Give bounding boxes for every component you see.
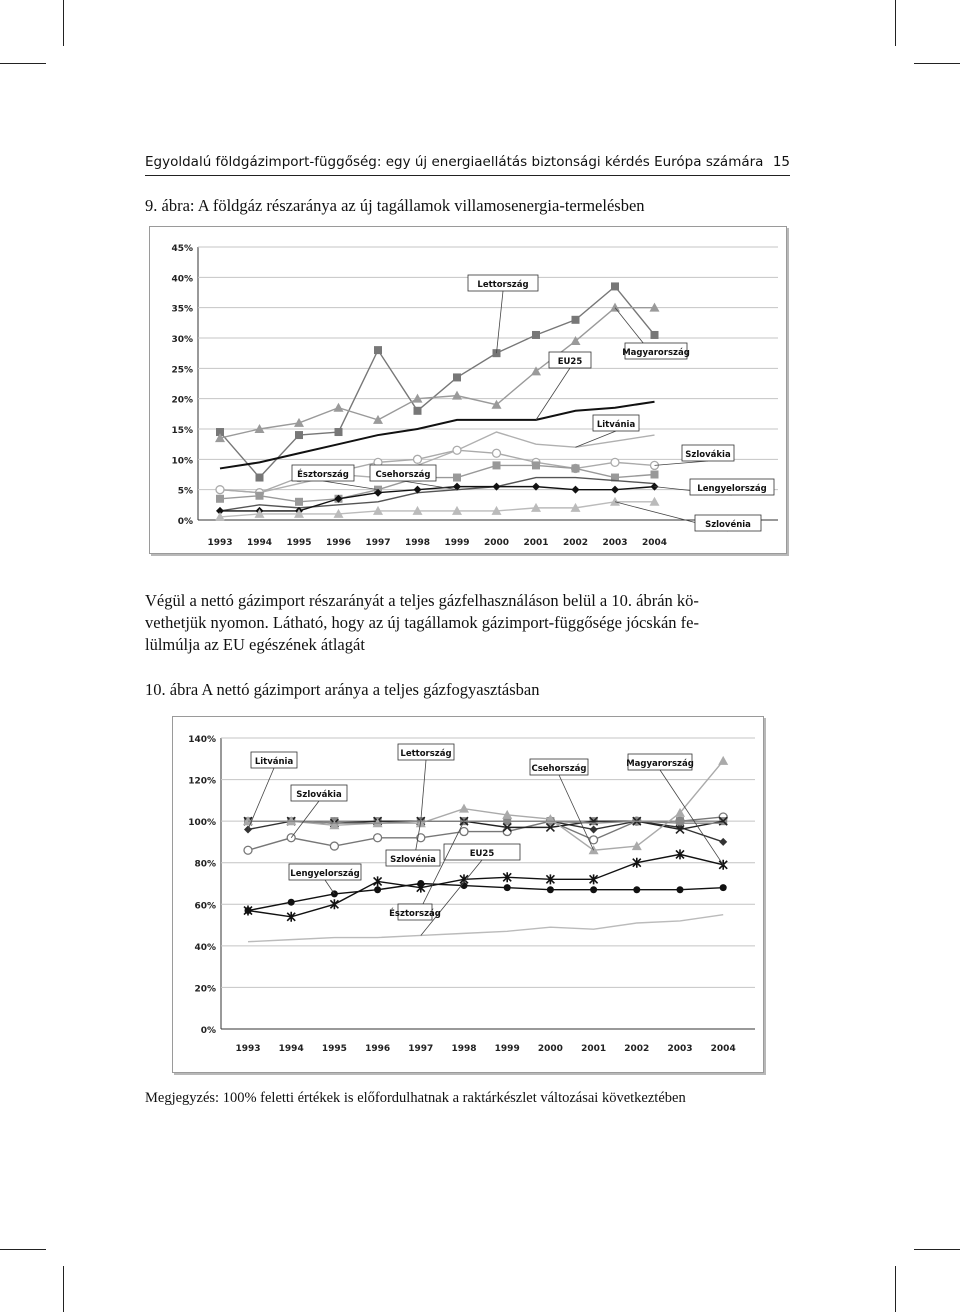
series-label: Észtország — [389, 909, 441, 919]
crop-mark — [914, 63, 960, 64]
data-point — [611, 282, 619, 290]
series-label: Magyarország — [622, 348, 690, 358]
x-tick-label: 2002 — [624, 1044, 650, 1054]
x-tick-label: 1995 — [321, 1044, 347, 1054]
x-tick-label: 2003 — [602, 538, 628, 548]
data-point — [334, 403, 344, 412]
x-tick-label: 1993 — [207, 538, 233, 548]
running-title: Egyoldalú földgázimport-függőség: egy új energiaellátás biztonsági kérdés Európa számára — [145, 154, 764, 170]
crop-mark — [63, 0, 64, 46]
data-point — [590, 886, 597, 893]
series-label: Litvánia — [254, 757, 294, 767]
figure-10-svg — [173, 717, 763, 1072]
x-tick-label: 1998 — [404, 538, 431, 548]
body-paragraph — [145, 590, 790, 656]
x-tick-label: 2001 — [523, 538, 549, 548]
figure-9-svg — [150, 227, 786, 553]
callout-pointer — [421, 860, 482, 935]
data-point — [216, 486, 224, 494]
x-tick-label: 1999 — [494, 1044, 520, 1054]
data-point — [493, 449, 501, 457]
x-tick-label: 2000 — [537, 1044, 563, 1054]
data-point — [335, 428, 343, 436]
y-tick-label: 0% — [177, 517, 193, 527]
data-point — [676, 817, 684, 825]
figure-9-caption: 9. ábra: A földgáz részaránya az új tagállamok villamosenergia-termelésben — [145, 196, 645, 215]
y-tick-label: 25% — [171, 365, 193, 376]
data-point — [719, 838, 727, 846]
y-tick-label: 140% — [188, 735, 216, 745]
crop-mark — [63, 1266, 64, 1312]
data-point — [452, 391, 462, 400]
y-tick-label: 45% — [171, 244, 193, 254]
callout-pointer — [536, 368, 570, 420]
figure-9-chart — [149, 226, 787, 554]
data-point — [295, 498, 303, 506]
paragraph-line: Végül a nettó gázimport részarányát a teljes gázfelhasználáson belül a 10. ábrán kö- — [145, 591, 699, 610]
y-tick-label: 35% — [171, 304, 193, 315]
data-point — [572, 486, 580, 494]
series-label: Csehország — [531, 764, 587, 774]
data-point — [677, 886, 684, 893]
data-point — [256, 474, 264, 482]
data-point — [374, 834, 382, 842]
crop-mark — [895, 0, 896, 46]
series-label: Lengyelország — [697, 484, 767, 494]
data-point — [414, 407, 422, 415]
data-point — [374, 886, 381, 893]
x-tick-label: 2004 — [710, 1044, 736, 1054]
data-point — [718, 756, 728, 765]
callout-pointer — [325, 880, 334, 894]
y-tick-label: 20% — [194, 984, 216, 995]
data-point — [453, 474, 461, 482]
data-point — [632, 841, 642, 850]
x-tick-label: 1997 — [408, 1044, 434, 1054]
figure-10-chart — [172, 716, 764, 1073]
data-point — [460, 828, 468, 836]
x-tick-label: 1994 — [278, 1044, 304, 1054]
data-point — [414, 455, 422, 463]
callout-pointer — [559, 775, 594, 850]
y-tick-label: 80% — [194, 859, 216, 870]
series-line-7 — [248, 915, 723, 942]
x-tick-label: 1995 — [286, 538, 312, 548]
series-label: Szlovákia — [296, 790, 342, 800]
y-tick-label: 40% — [171, 274, 193, 285]
data-point — [633, 886, 640, 893]
data-point — [651, 471, 659, 479]
series-label: Magyarország — [626, 759, 694, 769]
series-line-0 — [220, 286, 655, 477]
data-point — [532, 331, 540, 339]
series-label: Lettország — [400, 749, 452, 759]
page-number: 15 — [772, 154, 790, 170]
data-point — [503, 828, 511, 836]
series-label: Litvánia — [596, 420, 636, 430]
series-line-5 — [220, 465, 655, 501]
data-point — [453, 446, 461, 454]
crop-mark — [895, 1266, 896, 1312]
series-label: Lengyelország — [290, 869, 360, 879]
data-point — [504, 884, 511, 891]
y-tick-label: 100% — [188, 818, 216, 829]
callout-pointer — [655, 461, 709, 465]
x-tick-label: 1997 — [365, 538, 391, 548]
y-tick-label: 20% — [171, 395, 193, 406]
callout-pointer — [497, 291, 504, 353]
series-line-4 — [248, 761, 723, 850]
data-point — [244, 846, 252, 854]
y-tick-label: 40% — [194, 942, 216, 953]
data-point — [295, 431, 303, 439]
crop-mark — [914, 1249, 960, 1250]
data-point — [374, 346, 382, 354]
series-label: Szlovákia — [685, 450, 731, 460]
data-point — [288, 899, 295, 906]
data-point — [330, 842, 338, 850]
paragraph-line: vethetjük nyomon. Látható, hogy az új tagállamok gázimport-függősége jócskán fe- — [145, 613, 699, 632]
y-tick-label: 30% — [171, 335, 193, 345]
data-point — [256, 492, 264, 500]
x-tick-label: 1999 — [444, 538, 470, 548]
y-tick-label: 60% — [194, 901, 216, 912]
y-tick-label: 15% — [171, 426, 193, 436]
series-line-6 — [248, 884, 723, 911]
data-point — [294, 418, 304, 427]
series-label: Szlovénia — [390, 855, 436, 865]
callout-pointer — [291, 801, 319, 838]
data-point — [493, 461, 501, 469]
data-point — [611, 458, 619, 466]
data-point — [245, 907, 252, 914]
x-tick-label: 1998 — [451, 1044, 477, 1054]
x-tick-label: 2004 — [641, 538, 668, 548]
series-label: Szlovénia — [705, 520, 751, 530]
callout-pointer — [421, 760, 426, 821]
series-line-8 — [220, 502, 655, 517]
x-tick-label: 2002 — [562, 538, 589, 548]
crop-mark — [0, 63, 46, 64]
y-tick-label: 0% — [200, 1026, 216, 1036]
crop-mark — [0, 1249, 46, 1250]
y-tick-label: 120% — [188, 776, 216, 787]
data-point — [532, 461, 540, 469]
data-point — [417, 880, 424, 887]
data-point — [590, 836, 598, 844]
figure-10-caption: 10. ábra A nettó gázimport aránya a teljes gázfogyasztásban — [145, 680, 540, 699]
figure-note: Megjegyzés: 100% feletti értékek is előfordulhatnak a raktárkészlet változásai következtében — [145, 1090, 686, 1106]
data-point — [453, 373, 461, 381]
data-point — [572, 316, 580, 324]
x-tick-label: 1993 — [235, 1044, 261, 1054]
data-point — [590, 825, 598, 833]
x-tick-label: 2003 — [667, 1044, 693, 1054]
x-tick-label: 2001 — [581, 1044, 607, 1054]
data-point — [244, 825, 252, 833]
data-point — [459, 804, 469, 813]
callout-pointer — [323, 481, 378, 490]
callout-pointer — [248, 768, 274, 829]
x-tick-label: 2000 — [483, 538, 510, 548]
data-point — [547, 886, 554, 893]
data-point — [720, 884, 727, 891]
running-header — [145, 151, 790, 176]
series-label: Lettország — [477, 280, 529, 290]
x-tick-label: 1994 — [246, 538, 273, 548]
series-label: EU25 — [469, 849, 495, 859]
series-label: Csehország — [375, 470, 431, 480]
series-line-1 — [220, 308, 655, 438]
data-point — [651, 331, 659, 339]
data-point — [216, 495, 224, 503]
paragraph-line: lülmúlja az EU egészének átlagát — [145, 635, 365, 654]
data-point — [572, 464, 580, 472]
series-line-3 — [220, 432, 655, 493]
y-tick-label: 5% — [177, 486, 193, 497]
y-tick-label: 10% — [171, 456, 193, 467]
series-label: EU25 — [557, 357, 583, 367]
data-point — [531, 366, 541, 375]
x-tick-label: 1996 — [365, 1044, 391, 1054]
x-tick-label: 1996 — [325, 538, 352, 548]
data-point — [611, 486, 619, 494]
series-label: Észtország — [297, 470, 349, 480]
